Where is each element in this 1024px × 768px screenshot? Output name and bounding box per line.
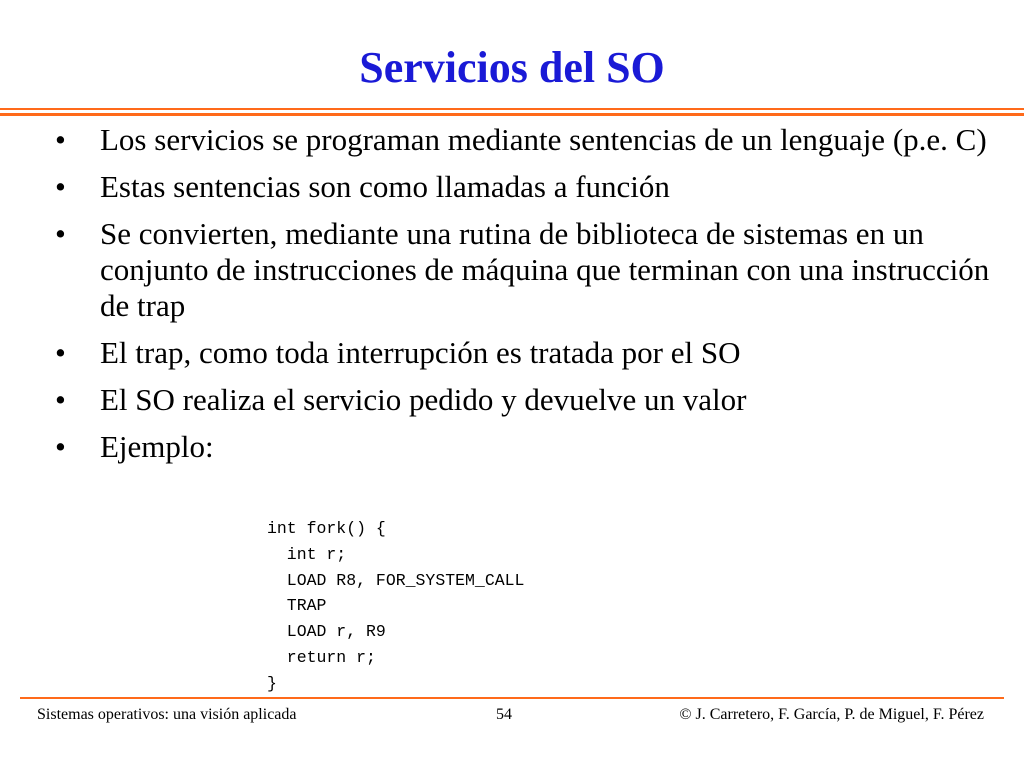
title-divider-thin bbox=[0, 108, 1024, 110]
bullet-text: Se convierten, mediante una rutina de biblioteca de sistemas en un conjunto de instrucciones de máquina que terminan con una instrucción de trap bbox=[100, 216, 990, 323]
bullet-text: Estas sentencias son como llamadas a función bbox=[100, 169, 670, 204]
slide-title: Servicios del SO bbox=[359, 43, 665, 92]
bullet-text: Los servicios se programan mediante sentencias de un lenguaje (p.e. C) bbox=[100, 122, 987, 157]
bullet-item bbox=[55, 382, 1010, 418]
title-divider-thick bbox=[0, 113, 1024, 116]
bullet-icon: • bbox=[55, 169, 66, 204]
bullet-item bbox=[55, 335, 1010, 371]
bullet-icon: • bbox=[55, 335, 66, 370]
footer-copyright: © J. Carretero, F. García, P. de Miguel, F. Pérez bbox=[679, 706, 984, 723]
bullet-item bbox=[55, 122, 1010, 158]
bullet-icon: • bbox=[55, 122, 66, 157]
bullet-text: Ejemplo: bbox=[100, 429, 214, 464]
code-example: int fork() { int r; LOAD R8, FOR_SYSTEM_CALL TRAP LOAD r, R9 return r; } bbox=[267, 519, 525, 693]
bullet-text: El trap, como toda interrupción es tratada por el SO bbox=[100, 335, 741, 370]
bullet-icon: • bbox=[55, 216, 66, 251]
bullet-list bbox=[55, 122, 1010, 476]
bullet-item bbox=[55, 429, 1010, 465]
footer-page-number: 54 bbox=[496, 706, 512, 723]
bullet-icon: • bbox=[55, 429, 66, 464]
bullet-item bbox=[55, 216, 1010, 324]
bullet-text: El SO realiza el servicio pedido y devuelve un valor bbox=[100, 382, 747, 417]
bullet-icon: • bbox=[55, 382, 66, 417]
footer-divider bbox=[20, 697, 1004, 699]
bullet-item bbox=[55, 169, 1010, 205]
footer-book-title: Sistemas operativos: una visión aplicada bbox=[37, 706, 297, 723]
